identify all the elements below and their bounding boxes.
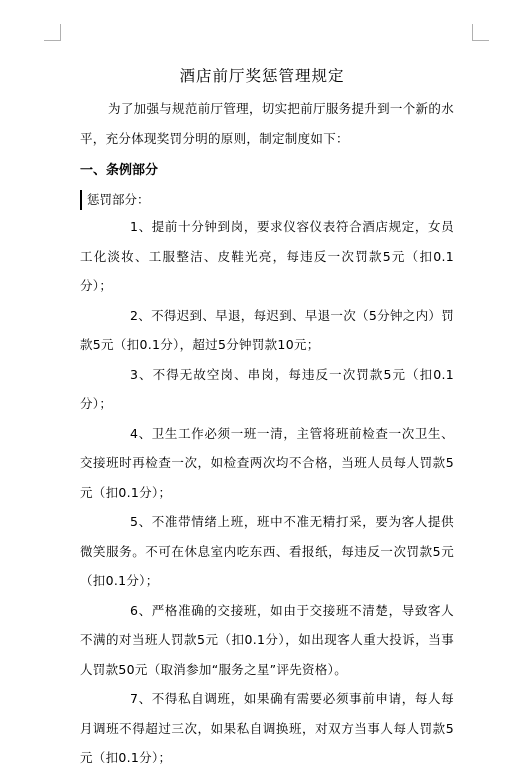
crop-mark-top-left xyxy=(44,24,61,41)
rule-item-7: 7、不得私自调班，如果确有需要必须事前申请，每人每月调班不得超过三次，如果私自调换班，对双方当事人每人罚款5元（扣0.1分）； xyxy=(80,691,454,765)
rules-list xyxy=(80,212,454,773)
rule-item-3: 3、不得无故空岗、串岗，每违反一次罚款5元（扣0.1分）； xyxy=(80,366,454,411)
section-heading: 一、条例部分 xyxy=(80,163,159,178)
intro-paragraph: 为了加强与规范前厅管理，切实把前厅服务提升到一个新的水平，充分体现奖罚分明的原则，制定制度如下： xyxy=(80,101,454,146)
rule-item-1: 1、提前十分钟到岗，要求仪容仪表符合酒店规定，女员工化淡妆、工服整洁、皮鞋光亮，每违反一次罚款5元（扣0.1分）； xyxy=(80,219,454,293)
rule-item-5: 5、不准带情绪上班，班中不准无精打采，要为客人提供微笑服务。不可在休息室内吃东西、看报纸，每违反一次罚款5元（扣0.1分）； xyxy=(80,514,454,588)
rule-item-4: 4、卫生工作必须一班一清，主管将班前检查一次卫生、交接班时再检查一次，如检查两次均不合格，当班人员每人罚款5元（扣0.1分）； xyxy=(80,425,454,500)
document-title: 酒店前厅奖惩管理规定 xyxy=(179,67,345,85)
subsection-label: 惩罚部分： xyxy=(80,190,150,210)
rule-item-2: 2、不得迟到、早退，每迟到、早退一次（5分钟之内）罚款5元（扣0.1分），超过5分钟罚款10元； xyxy=(80,307,454,352)
crop-mark-top-right xyxy=(472,24,489,41)
rule-item-6: 6、严格准确的交接班，如由于交接班不清楚，导致客人不满的对当班人罚款5元（扣0.1分），如出现客人重大投诉，当事人罚款50元（取消参加“服务之星”评先资格）。 xyxy=(80,602,454,677)
